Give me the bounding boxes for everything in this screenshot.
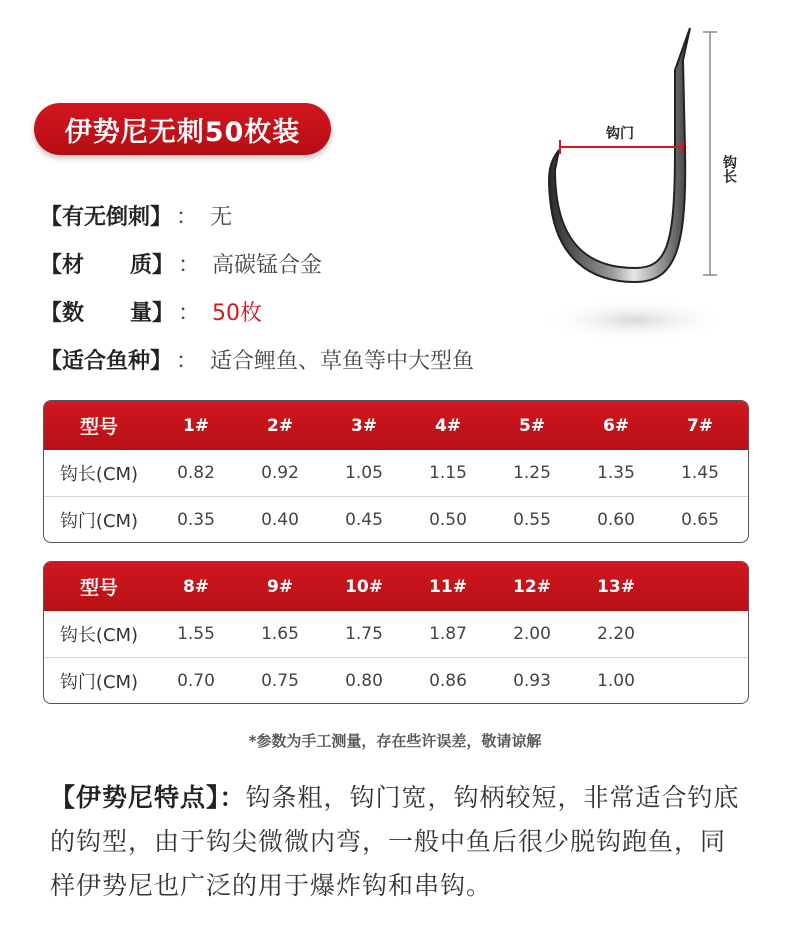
table-cell: 0.93 — [513, 670, 551, 691]
row-label: 钩门(CM) — [59, 671, 139, 693]
row-label: 钩门(CM) — [59, 510, 139, 532]
table-row — [44, 657, 748, 703]
table-cell: 0.82 — [177, 463, 215, 483]
spec-quantity-sep: ： — [177, 301, 200, 326]
spec-fish-sep: ： — [176, 349, 199, 374]
table-cell: 1.55 — [177, 624, 215, 644]
header-cell: 7# — [686, 415, 714, 436]
product-title: 伊势尼无刺50枚装 — [34, 103, 331, 155]
size-table-2 — [43, 561, 749, 704]
spec-fish-key: 【适合鱼种】 — [40, 349, 173, 374]
spec-barb-value: 无 — [210, 205, 233, 230]
feature-text: 钩条粗，钩门宽，钩柄较短，非常适合钓底的钩型，由于钩尖微微内弯，一般中鱼后很少脱钩跑鱼，同样伊势尼也广泛的用于爆炸钩和串钩。 — [50, 783, 740, 900]
table-cell: 0.55 — [513, 509, 551, 530]
table-row — [44, 611, 748, 657]
table-cell: 1.87 — [429, 624, 467, 644]
table-cell: 0.40 — [261, 509, 299, 530]
header-cell: 型号 — [79, 416, 118, 438]
spec-material-key: 【材 质】 — [40, 253, 174, 278]
table-cell: 1.25 — [513, 463, 551, 483]
row-label: 钩长(CM) — [59, 625, 139, 646]
table-cell: 1.65 — [261, 624, 299, 644]
table-cell: 0.35 — [177, 509, 215, 530]
header-cell: 3# — [350, 415, 378, 436]
size-table-1-header — [44, 401, 748, 450]
header-cell: 6# — [602, 415, 630, 436]
table-cell: 1.00 — [597, 670, 635, 691]
hook-body-icon — [549, 28, 690, 282]
table-cell: 0.45 — [345, 509, 383, 530]
table-cell: 0.60 — [597, 509, 635, 530]
spec-barb-key: 【有无倒刺】 — [40, 205, 173, 230]
header-cell: 8# — [182, 576, 210, 597]
table-cell: 1.15 — [429, 463, 467, 483]
spec-barb-sep: ： — [176, 205, 199, 230]
header-cell: 4# — [434, 415, 462, 436]
feature-label: 【伊势尼特点】： — [50, 783, 246, 812]
spec-material-value: 高碳锰合金 — [211, 253, 322, 278]
header-cell: 型号 — [79, 577, 118, 599]
table-cell: 0.86 — [429, 670, 467, 691]
header-cell: 1# — [182, 415, 210, 436]
spec-quantity — [40, 296, 262, 327]
table-row — [44, 450, 748, 496]
hook-shadow — [540, 298, 730, 342]
header-cell: 10# — [345, 576, 383, 597]
spec-quantity-key: 【数 量】 — [40, 301, 174, 326]
spec-barb — [40, 200, 232, 231]
table-cell: 1.35 — [597, 463, 635, 483]
hook-diagram — [525, 20, 765, 360]
table-cell: 1.75 — [345, 624, 383, 644]
spec-fish — [40, 344, 474, 375]
size-table-2-header — [44, 562, 748, 611]
header-cell: 2# — [266, 415, 294, 436]
spec-fish-value: 适合鲤鱼、草鱼等中大型鱼 — [210, 349, 475, 374]
header-cell: 13# — [597, 576, 635, 597]
table-row — [44, 496, 748, 542]
spec-quantity-value: 50枚 — [211, 301, 262, 326]
spec-material-sep: ： — [177, 253, 200, 278]
size-table-1 — [43, 400, 749, 543]
measurement-note: *参数为手工测量，存在些许误差，敬请谅解 — [248, 732, 542, 750]
feature-description — [50, 776, 750, 908]
header-cell: 11# — [429, 576, 467, 597]
table-cell: 1.05 — [345, 463, 383, 483]
table-cell: 0.50 — [429, 509, 467, 530]
table-cell: 0.75 — [261, 670, 299, 691]
table-cell: 0.70 — [177, 670, 215, 691]
header-cell: 5# — [518, 415, 546, 436]
table-cell: 0.92 — [261, 463, 299, 483]
table-cell: 1.45 — [681, 463, 719, 483]
table-cell: 0.65 — [681, 509, 719, 530]
spec-material — [40, 248, 322, 279]
length-label: 钩长 — [721, 155, 737, 183]
gap-label: 钩门 — [606, 126, 634, 142]
header-cell: 12# — [513, 576, 551, 597]
table-cell: 0.80 — [345, 670, 383, 691]
table-cell: 2.00 — [513, 624, 551, 644]
table-cell: 2.20 — [597, 624, 635, 644]
header-cell: 9# — [266, 576, 294, 597]
row-label: 钩长(CM) — [59, 464, 139, 485]
